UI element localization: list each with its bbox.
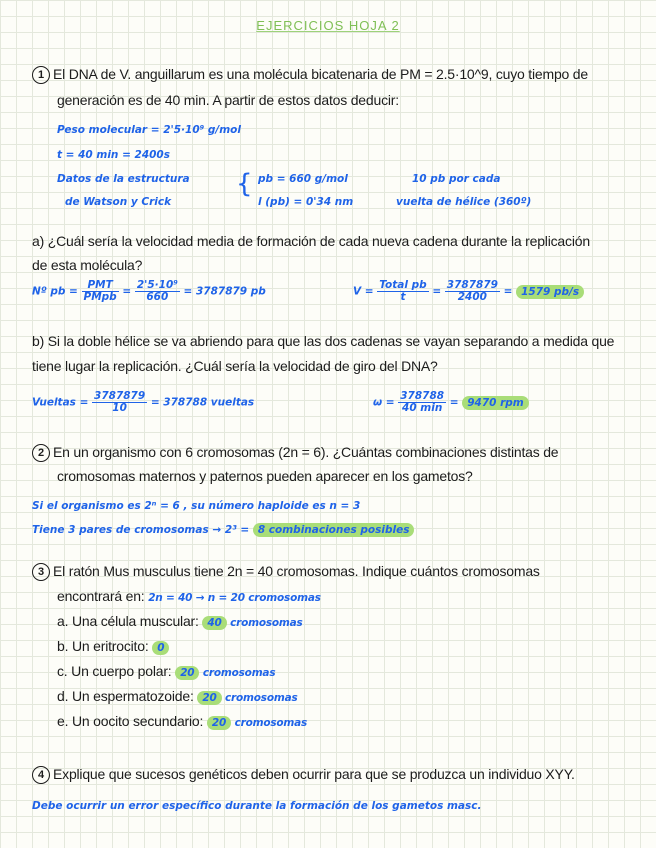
q3-item-b bbox=[57, 638, 169, 654]
item-answer: 0 bbox=[152, 641, 169, 655]
item-answer: 20 bbox=[207, 716, 231, 730]
item-label: c. Un cuerpo polar: bbox=[57, 663, 172, 679]
item-unit: cromosomas bbox=[221, 692, 298, 704]
denominator: t bbox=[400, 291, 406, 304]
q2-answer-highlight: 8 combinaciones posibles bbox=[253, 523, 415, 537]
q1b-answer: 9470 rpm bbox=[462, 396, 529, 410]
calc-lhs: ω = bbox=[373, 396, 395, 409]
q3-item-d bbox=[57, 688, 298, 704]
calc-lhs: V = bbox=[353, 285, 374, 298]
denominator: 40 min bbox=[402, 402, 443, 415]
numerator: 3787879 bbox=[446, 279, 498, 291]
q1b-line2: tiene lugar la replicación. ¿Cuál sería la velocidad de giro del DNA? bbox=[32, 358, 438, 374]
fraction bbox=[92, 391, 147, 414]
q4-number: 4 bbox=[32, 766, 50, 784]
q1-note-pb: pb = 660 g/mol bbox=[258, 173, 348, 185]
q2-answer2 bbox=[32, 524, 414, 536]
q1-line1-text: El DNA de V. anguillarum es una molécula bicatenaria de PM = 2.5·10^9, cuyo tiempo de bbox=[53, 66, 588, 82]
q1b-omega bbox=[373, 391, 529, 414]
q1b-calc bbox=[32, 391, 254, 414]
item-label: b. Un eritrocito: bbox=[57, 638, 149, 654]
denominator: 10 bbox=[112, 402, 127, 415]
q4-answer: Debe ocurrir un error específico durante la formación de los gametos masc. bbox=[32, 800, 482, 812]
denominator: 660 bbox=[146, 291, 169, 304]
q1a-line2: de esta molécula? bbox=[32, 257, 143, 273]
numerator: 2'5·10⁹ bbox=[136, 279, 178, 291]
item-answer: 20 bbox=[175, 666, 199, 680]
denominator: PMpb bbox=[83, 291, 117, 304]
item-unit: cromosomas bbox=[199, 667, 276, 679]
q2-answer2-text: Tiene 3 pares de cromosomas → 2³ = bbox=[32, 524, 250, 536]
q2-answer1: Si el organismo es 2ⁿ = 6 , su número haploide es n = 3 bbox=[32, 500, 361, 512]
q3-note: 2n = 40 → n = 20 cromosomas bbox=[148, 592, 321, 604]
q3-number: 3 bbox=[32, 563, 50, 581]
q3-line2 bbox=[57, 588, 321, 604]
calc-result: = 3787879 pb bbox=[183, 285, 266, 298]
equals: = bbox=[122, 285, 132, 298]
calc-result: = 378788 vueltas bbox=[150, 396, 255, 409]
item-answer: 40 bbox=[202, 616, 226, 630]
numerator: Total pb bbox=[379, 279, 427, 291]
q1-note-vuelta2: vuelta de hélice (360º) bbox=[396, 196, 532, 208]
q2-number: 2 bbox=[32, 444, 50, 462]
item-label: a. Una célula muscular: bbox=[57, 613, 199, 629]
numerator: 3787879 bbox=[94, 390, 146, 402]
denominator: 2400 bbox=[457, 291, 487, 304]
q3-line2-text: encontrará en: bbox=[57, 588, 145, 604]
fraction bbox=[377, 280, 428, 303]
item-answer: 20 bbox=[197, 691, 221, 705]
q4-line1-text: Explique que sucesos genéticos deben ocurrir para que se produzca un individuo XYY. bbox=[53, 766, 575, 782]
equals: = bbox=[449, 396, 459, 409]
q3-line1-text: El ratón Mus musculus tiene 2n = 40 cromosomas. Indique cuántos cromosomas bbox=[53, 563, 540, 579]
calc-lhs: Nº pb = bbox=[32, 285, 78, 298]
item-unit: cromosomas bbox=[231, 717, 308, 729]
q1-note-datos2: de Watson y Crick bbox=[65, 196, 172, 208]
q1a-velocity bbox=[353, 280, 584, 303]
q1-line1 bbox=[32, 66, 588, 84]
brace: { bbox=[236, 169, 253, 199]
q1b-line1: b) Si la doble hélice se va abriendo para que las dos cadenas se vayan separando a medida que bbox=[32, 333, 615, 349]
fraction bbox=[82, 280, 119, 303]
calc-lhs: Vueltas = bbox=[32, 396, 89, 409]
q2-line1-text: En un organismo con 6 cromosomas (2n = 6). ¿Cuántas combinaciones distintas de bbox=[53, 444, 559, 460]
fraction bbox=[398, 391, 446, 414]
item-unit: cromosomas bbox=[226, 617, 303, 629]
q3-item-c bbox=[57, 663, 275, 679]
item-label: e. Un oocito secundario: bbox=[57, 713, 204, 729]
item-label: d. Un espermatozoide: bbox=[57, 688, 194, 704]
numerator: PMT bbox=[82, 280, 119, 292]
q1-number: 1 bbox=[32, 66, 50, 84]
numerator: 378788 bbox=[400, 390, 445, 402]
q1-note-length: l (pb) = 0'34 nm bbox=[258, 196, 354, 208]
q3-line1 bbox=[32, 563, 540, 581]
q1-line2: generación es de 40 min. A partir de estos datos deducir: bbox=[57, 92, 399, 108]
q4-line1 bbox=[32, 766, 575, 784]
q1a-answer: 1579 pb/s bbox=[516, 285, 584, 299]
q1a-calc bbox=[32, 280, 266, 303]
q3-item-e bbox=[57, 713, 307, 729]
q1-note-datos1: Datos de la estructura bbox=[57, 173, 190, 185]
q1-note-peso: Peso molecular = 2'5·10⁹ g/mol bbox=[57, 124, 241, 136]
fraction bbox=[135, 280, 180, 303]
q2-line2: cromosomas maternos y paternos pueden aparecer en los gametos? bbox=[57, 468, 473, 484]
page-title: EJERCICIOS HOJA 2 bbox=[256, 18, 400, 33]
equals: = bbox=[503, 285, 513, 298]
q2-line1 bbox=[32, 444, 558, 462]
q3-item-a bbox=[57, 613, 303, 629]
equals: = bbox=[432, 285, 442, 298]
fraction bbox=[445, 280, 500, 303]
q1-note-vuelta1: 10 pb por cada bbox=[412, 173, 501, 185]
q1a-line1: a) ¿Cuál sería la velocidad media de formación de cada nueva cadena durante la replicación bbox=[32, 233, 590, 249]
q1-note-time: t = 40 min = 2400s bbox=[57, 149, 170, 161]
